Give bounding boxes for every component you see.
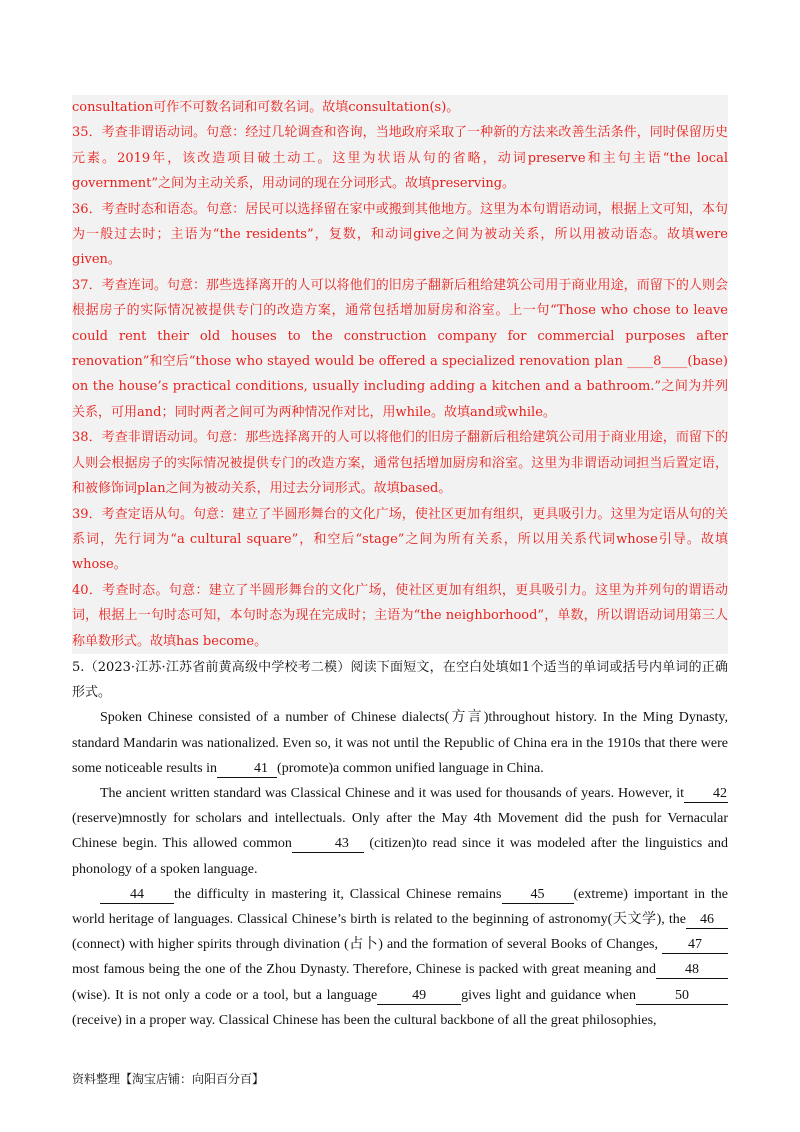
page-footer: 资料整理【淘宝店铺：向阳百分百】 [72, 1072, 265, 1086]
blank-44[interactable]: 44 [100, 887, 174, 904]
p2-text-d: (citizen)to read since it was modeled after the linguistics and phonology of a spoken language. [72, 836, 729, 877]
p2-text-a: The ancient written standard was Classical Chinese and it was used for thousands of years. However, it [100, 786, 684, 802]
answer-34-tail: consultation可作不可数名词和可数名词。故填consultation(s)。 [72, 100, 460, 115]
answer-36: 36．考查时态和语态。句意：居民可以选择留在家中或搬到其他地方。这里为本句谓语动词，根据上文可知，本句为一般过去时；主语为“the residents”，复数，和动词give之间为被动关系，所以用被动语态。故填were given。 [72, 201, 728, 268]
p1-text-a: Spoken Chinese consisted of a number of Chinese dialects(方言)throughout history. In the Ming Dynasty, standard Mandarin was nationalized. Even so, it was not until the Republic of China era in the 1910s that there were some noticeable results in [72, 710, 728, 776]
blank-48[interactable]: 48 [656, 962, 728, 979]
blank-45[interactable]: 45 [502, 887, 574, 904]
blank-50[interactable]: 50 [636, 988, 728, 1005]
blank-41[interactable]: 41 [217, 761, 277, 778]
passage-paragraph-2 [72, 781, 728, 882]
p3-text-d: most famous being the one of the Zhou Dynasty. Therefore, Chinese is packed with great meaning and [72, 962, 656, 978]
p3-text-f: gives light and guidance when [461, 987, 636, 1003]
p3-text-g: (receive) in a proper way. Classical Chinese has been the cultural backbone of all the great philosophies, [72, 1012, 657, 1028]
p3-text-e: (wise). It is not only a code or a tool, but a language [72, 987, 378, 1003]
p1-text-c: (promote)a common unified language in China. [277, 760, 544, 776]
answer-40: 40．考查时态。句意：建立了半圆形舞台的文化广场，使社区更加有组织，更具吸引力。这里为并列句的谓语动词，根据上一句时态可知，本句时态为现在完成时；主语为“the neighborhood”，单数，所以谓语动词用第三人称单数形式。故填has become。 [72, 582, 728, 649]
blank-42[interactable]: 42 [684, 786, 728, 803]
p3-text-b: (extreme) important in the world heritage of languages. Classical Chinese’s birth is related to the beginning of astronomy(天文学), the [72, 886, 728, 928]
answer-35: 35．考查非谓语动词。句意：经过几轮调查和咨询，当地政府采取了一种新的方法来改善生活条件，同时保留历史元素。2019年，该改造项目破土动工。这里为状语从句的省略，动词preserve和主句主语“the local government”之间为主动关系，用动词的现在分词形式。故填preserving。 [72, 125, 728, 192]
p3-text-a: the difficulty in mastering it, Classical Chinese remains [174, 886, 502, 902]
passage-paragraph-3 [72, 882, 728, 1033]
p3-text-c: (connect) with higher spirits through divination (占卜) and the formation of several Books of Changes, [72, 937, 658, 953]
blank-43[interactable]: 43 [292, 836, 364, 853]
blank-47[interactable]: 47 [662, 937, 728, 954]
answer-39: 39．考查定语从句。句意：建立了半圆形舞台的文化广场，使社区更加有组织，更具吸引力。这里为定语从句的关系词，先行词为“a cultural square”，和空后“stage”之间为所有关系，所以用关系代词whose引导。故填whose。 [72, 506, 728, 573]
blank-49[interactable]: 49 [377, 988, 461, 1005]
blank-46[interactable]: 46 [686, 912, 728, 929]
answer-38: 38．考查非谓语动词。句意：那些选择离开的人可以将他们的旧房子翻新后租给建筑公司用于商业用途，而留下的人则会根据房子的实际情况被提供专门的改造方案，通常包括增加厨房和浴室。这里为非谓语动词担当后置定语，和被修饰词plan之间为被动关系，用过去分词形式。故填based。 [72, 430, 728, 497]
answer-37: 37．考查连词。句意：那些选择离开的人可以将他们的旧房子翻新后租给建筑公司用于商业用途，而留下的人则会根据房子的实际情况被提供专门的改造方案，通常包括增加厨房和浴室。上一句“Those who chose to leave could rent their old houses to the construction company for commercial purposes after renovation”和空后“those who stayed would be offered a specialized renovation plan ____8____(base) on the house’s practical conditions, usually including adding a kitchen and a bathroom.”之间为并列关系，可用and；同时两者之间可为两种情况作对比，用while。故填and或while。 [72, 277, 728, 420]
answer-explanations [72, 95, 728, 654]
question-5 [72, 655, 728, 1033]
passage-paragraph-1 [72, 705, 728, 781]
p2-text-c: (reserve)mnostly for scholars and intellectuals. Only after the May 4th Movement did the push for Vernacular Chinese begin. This allowed common [72, 811, 728, 852]
question-intro: 5.（2023·江苏·江苏省前黄高级中学校考二模）阅读下面短文，在空白处填如1个适当的单词或括号内单词的正确形式。 [72, 660, 728, 701]
